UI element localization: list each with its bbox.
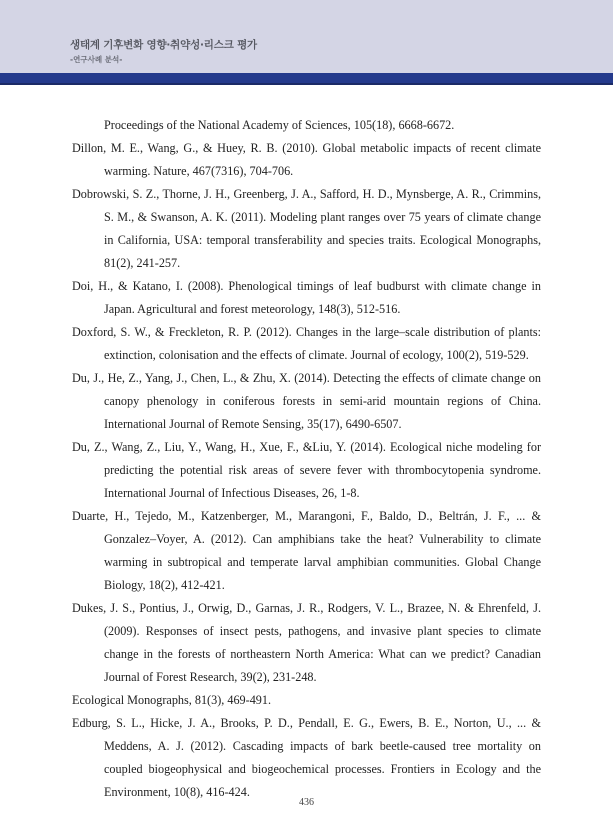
book-title: 생태계 기후변화 영향·취약성·리스크 평가 [70, 39, 257, 51]
reference-continuation: Proceedings of the National Academy of Sciences, 105(18), 6668-6672. [104, 118, 455, 132]
reference-entry: Duarte, H., Tejedo, M., Katzenberger, M., Marangoni, F., Baldo, D., Beltrán, J. F., ... & Gonzalez–Voyer, A. (2012). Can amphibians take the heat? Vulnerability to climate warming in subtropical and temperate larval amphibian communities. Global Change Biology, 18(2), 412-421. [72, 509, 541, 592]
reference-entry: Dobrowski, S. Z., Thorne, J. H., Greenberg, J. A., Safford, H. D., Mynsberge, A. R., Crimmins, S. M., & Swanson, A. K. (2011). Modeling plant ranges over 75 years of climate change in California, USA: temporal transferability and species traits. Ecological Monographs, 81(2), 241-257. [72, 187, 541, 270]
reference-fragment: Ecological Monographs, 81(3), 469-491. [72, 693, 272, 707]
reference-entry: Doi, H., & Katano, I. (2008). Phenological timings of leaf budburst with climate change in Japan. Agricultural and forest meteorology, 148(3), 512-516. [72, 279, 541, 316]
reference-entry: Du, J., He, Z., Yang, J., Chen, L., & Zhu, X. (2014). Detecting the effects of climate change on canopy phenology in coniferous forests in semi-arid mountain regions of China. International Journal of Remote Sensing, 35(17), 6490-6507. [72, 371, 541, 431]
reference-entry: Dukes, J. S., Pontius, J., Orwig, D., Garnas, J. R., Rodgers, V. L., Brazee, N. & Ehrenfeld, J. (2009). Responses of insect pests, pathogens, and invasive plant species to climate change in the forests of northeastern North America: What can we predict? Canadian Journal of Forest Research, 39(2), 231-248. [72, 601, 541, 684]
book-subtitle: -연구사례 분석- [70, 55, 123, 64]
header-divider-band [0, 73, 613, 85]
reference-list [72, 114, 541, 804]
reference-entry: Edburg, S. L., Hicke, J. A., Brooks, P. D., Pendall, E. G., Ewers, B. E., Norton, U., ... & Meddens, A. J. (2012). Cascading impacts of bark beetle-caused tree mortality on coupled biogeophysical and biogeochemical processes. Frontiers in Ecology and the Environment, 10(8), 416-424. [72, 716, 541, 799]
reference-entry: Dillon, M. E., Wang, G., & Huey, R. B. (2010). Global metabolic impacts of recent climate warming. Nature, 467(7316), 704-706. [72, 141, 541, 178]
page-number: 436 [299, 797, 314, 808]
running-header [0, 0, 613, 73]
reference-entry: Du, Z., Wang, Z., Liu, Y., Wang, H., Xue, F., &Liu, Y. (2014). Ecological niche modeling for predicting the potential risk areas of severe fever with thrombocytopenia syndrome. International Journal of Infectious Diseases, 26, 1-8. [72, 440, 541, 500]
reference-entry: Doxford, S. W., & Freckleton, R. P. (2012). Changes in the large–scale distribution of plants: extinction, colonisation and the effects of climate. Journal of ecology, 100(2), 519-529. [72, 325, 541, 362]
